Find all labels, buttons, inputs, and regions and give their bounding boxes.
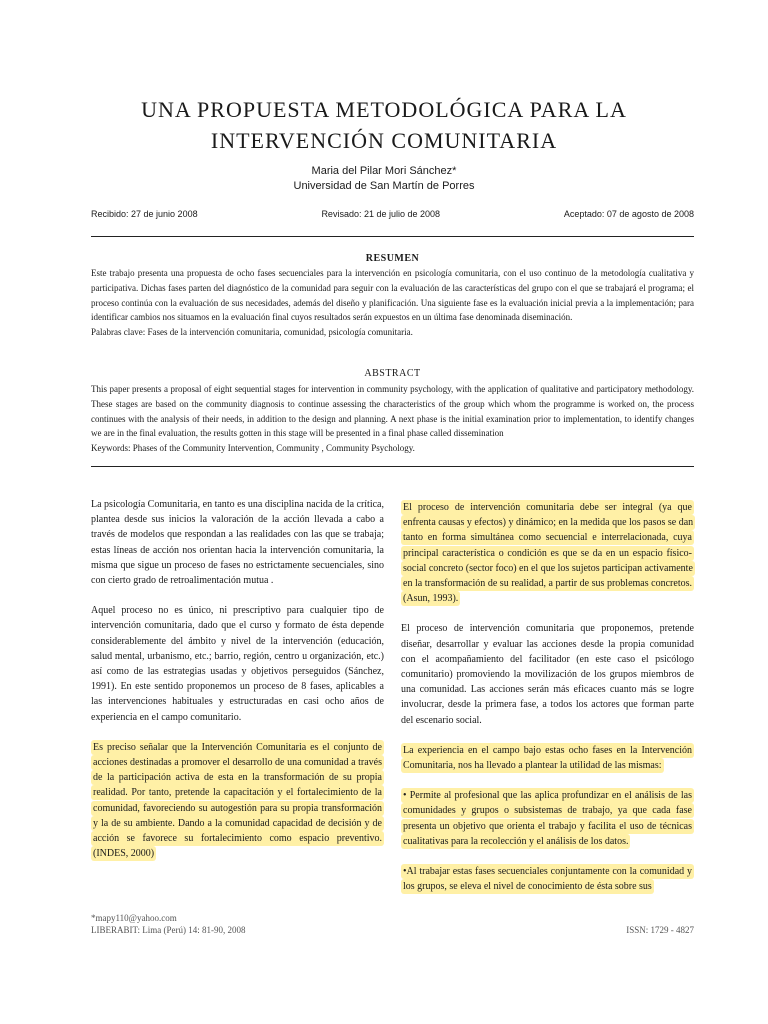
received-date: Recibido: 27 de junio 2008 bbox=[91, 209, 198, 219]
abstract-heading: ABSTRACT bbox=[364, 368, 421, 379]
right-paragraph-2: El proceso de intervención comunitaria que proponemos, pretende diseñar, desarrollar y evaluar las acciones desde la propia comunidad con el acompañamiento del facilitador (en este caso el psicólogo comunitario) promoviendo la movilización de los grupos miembros de una comunidad. Las acciones serán más eficaces cuanto más se logre involucrar, desde la primera fase, a todos los actores que forman parte del escenario social. bbox=[401, 623, 694, 726]
right-paragraph-1 bbox=[401, 500, 694, 606]
right-paragraph-1-highlight: El proceso de intervención comunitaria debe ser integral (ya que enfrenta causas y efectos) y dinámico; en la medida que los pasos se dan tanto en forma simultánea como secuencial e interrelacionada, cuya principal característica o condición es que se da en un espacio físico-social concreto (sector foco) en el que los sujetos participan activamente en la transformación de su realidad, a partir de sus problemas concretos. (Asun, 1993). bbox=[403, 502, 694, 605]
resumen-body: Este trabajo presenta una propuesta de ocho fases secuenciales para la intervención en psicología comunitaria, con el uso continuo de la metodología cualitativa y participativa. Dichas fases parten del diagnóstico de la comunidad para seguir con la evaluación de las características del grupo con el que se trabajará el programa; el proceso continúa con la evaluación de sus necesidades, además del diseño y planificación. Una siguiente fase es la evaluación inicial previa a la implementación; para identificar cambios nos situamos en la evaluación final cuyos resultados serán expuestos en un última fase denominada diseminación. bbox=[91, 268, 694, 323]
author-institution: Universidad de San Martín de Porres bbox=[293, 180, 475, 192]
abstract-divider bbox=[91, 466, 694, 467]
right-paragraph-4 bbox=[401, 788, 694, 849]
author-name: Maria del Pilar Mori Sánchez* bbox=[311, 165, 457, 177]
date-line bbox=[91, 209, 694, 219]
top-divider bbox=[91, 236, 694, 237]
resumen-keywords: Palabras clave: Fases de la intervención comunitaria, comunidad, psicología comunitaria. bbox=[91, 327, 413, 338]
left-paragraph-2 bbox=[91, 603, 384, 725]
page-footer bbox=[91, 912, 694, 936]
left-paragraph-3-highlight: Es preciso señalar que la Intervención Comunitaria es el conjunto de acciones destinadas a promover el desarrollo de una comunidad a través de la participación activa de esta en la transformación de su propia realidad. Por tanto, pretende la capacitación y el fortalecimiento de la comunidad, favoreciendo su autogestión para su propia transformación y la de su ambiente. Dando a la comunidad capacidad de decisión y de acción se favorece su fortalecimiento como espacio preventivo. (INDES, 2000) bbox=[93, 741, 382, 860]
resumen-block bbox=[91, 266, 694, 340]
right-paragraph-3-highlight: La experiencia en el campo bajo estas ocho fases en la Intervención Comunitaria, nos ha llevado a plantear la utilidad de las mismas: bbox=[403, 744, 692, 772]
footer-email: *mapy110@yahoo.com bbox=[91, 913, 177, 923]
footer-issn: ISSN: 1729 - 4827 bbox=[626, 925, 694, 935]
article-title bbox=[0, 94, 768, 156]
author-block bbox=[0, 164, 768, 194]
left-paragraph-3 bbox=[91, 740, 384, 862]
title-line-1: UNA PROPUESTA METODOLÓGICA PARA LA bbox=[141, 97, 627, 122]
left-paragraph-1: La psicología Comunitaria, en tanto es una disciplina nacida de la crítica, plantea desde sus inicios la valoración de la acción llevada a cabo a través de modelos que respondan a las realidades con las que se trabaja; estas líneas de acción nos orientan hacia la intervención comunitaria, la misma que sigue un proceso de fases no estrictamente secuenciales, sino con cierto grado de retroalimentación mutua . bbox=[91, 499, 384, 587]
footer-journal: LIBERABIT: Lima (Perú) 14: 81-90, 2008 bbox=[91, 925, 246, 935]
abstract-body: This paper presents a proposal of eight sequential stages for intervention in community psychology, with the application of qualitative and participatory methodology. These stages are based on the community diagnosis to continue assessing the characteristics of the group which whom the programme is worked on, the process continues with the analysis of their needs, in addition to the design and planning. A next phase is the initial examination prior to implementation, to identify changes we are in the final evaluation, the results gotten in this stage will be presented in a final phase called dissemination bbox=[91, 384, 694, 439]
right-paragraph-5-highlight: •Al trabajar estas fases secuenciales conjuntamente con la comunidad y los grupos, se eleva el nivel de conocimiento de ésta sobre sus bbox=[403, 866, 692, 893]
left-paragraph-2-text: Aquel proceso no es único, ni prescriptivo para cualquier tipo de intervención comunitaria, dado que el curso y formato de ésta depende considerablemente del ámbito y nivel de la intervención (educación, salud mental, urbanismo, etc.; barrio, región, centro u organización, etc.) así como de las estrategias usadas y objetivos perseguidos (Sánchez, 1991). En este sentido proponemos un proceso de 8 fases, aplicables a las intervenciones habituales y estructuradas en casi ocho años de experiencia en el campo comunitario. bbox=[91, 605, 384, 723]
revised-date: Revisado: 21 de julio de 2008 bbox=[321, 209, 441, 219]
abstract-keywords: Keywords: Phases of the Community Intervention, Community , Community Psychology. bbox=[91, 443, 415, 454]
accepted-date: Aceptado: 07 de agosto de 2008 bbox=[563, 209, 694, 219]
title-line-2: INTERVENCIÓN COMUNITARIA bbox=[210, 128, 558, 153]
right-paragraph-3 bbox=[401, 743, 694, 773]
right-paragraph-5 bbox=[401, 864, 694, 894]
left-column bbox=[91, 497, 384, 861]
right-column bbox=[401, 500, 694, 894]
right-paragraph-4-highlight: • Permite al profesional que las aplica profundizar en el análisis de las comunidades y grupos o subsistemas de trabajo, ya que cada fase presenta un objetivo que orienta el trabajo y facilita el uso de técnicas cualitativas para la recolección y el análisis de los datos. bbox=[403, 790, 692, 847]
abstract-block bbox=[91, 382, 694, 456]
resumen-heading: RESUMEN bbox=[365, 253, 420, 264]
